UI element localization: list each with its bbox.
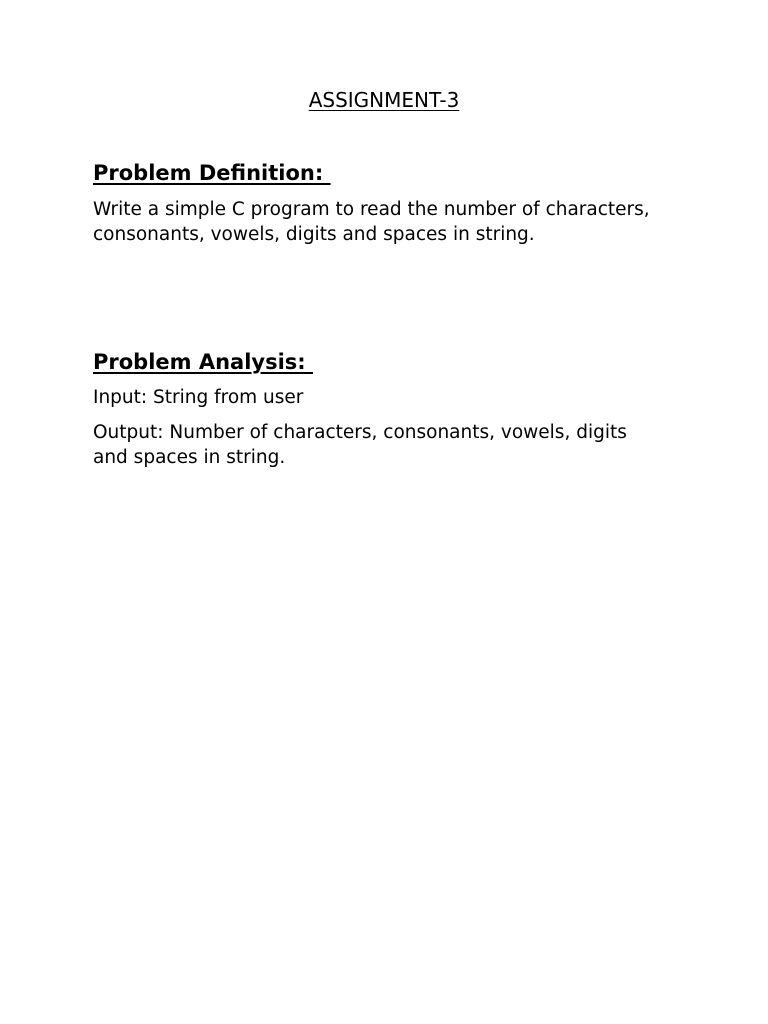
problem-analysis-heading: Problem Analysis: [93,350,314,374]
problem-definition-heading: Problem Definition: [93,161,331,185]
problem-definition-text: Write a simple C program to read the number of characters, consonants, vowels, digits and spaces in string. [93,199,650,245]
input-description: Input: String from user [93,387,304,408]
document-title: ASSIGNMENT-3 [308,88,460,112]
output-description: Output: Number of characters, consonants, vowels, digits and spaces in string. [93,422,627,468]
